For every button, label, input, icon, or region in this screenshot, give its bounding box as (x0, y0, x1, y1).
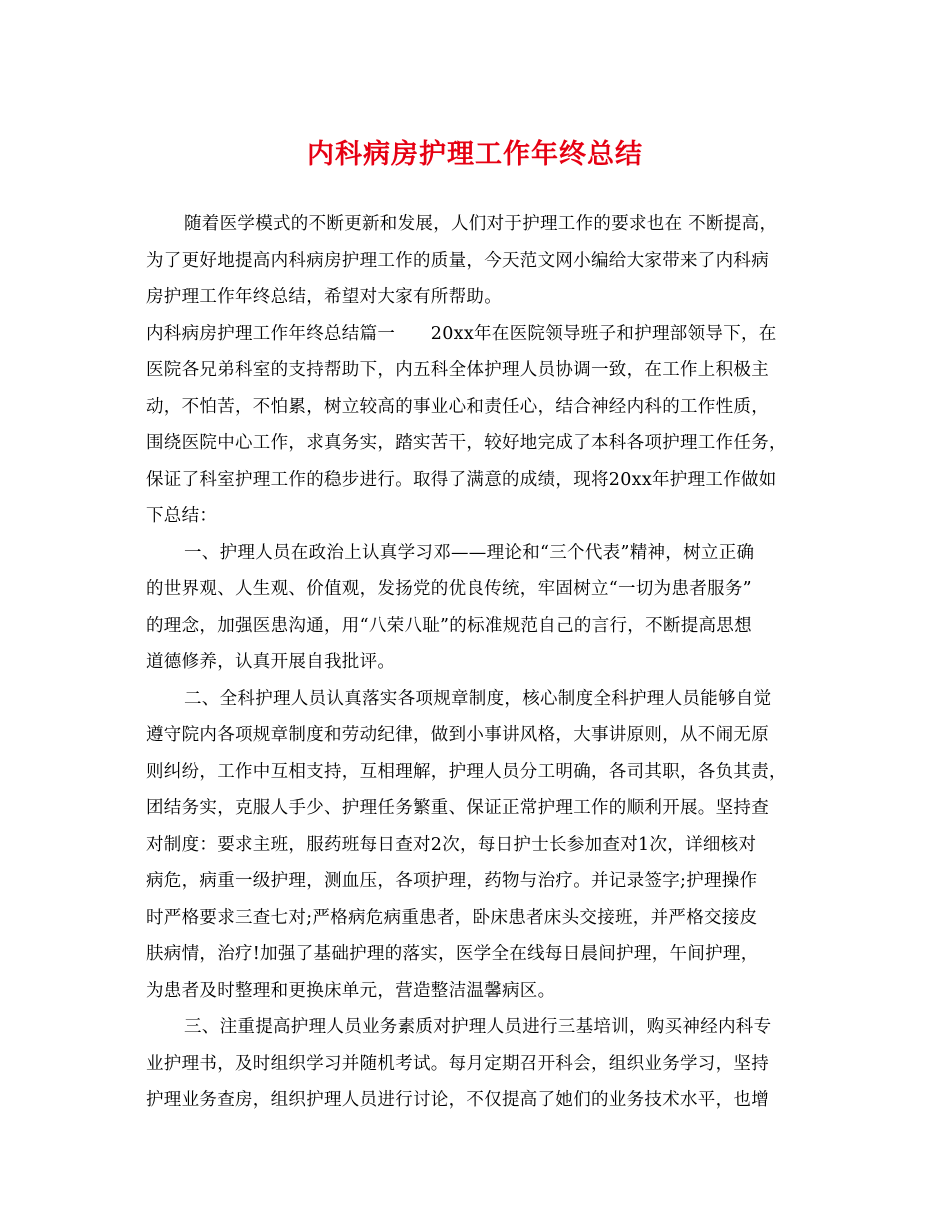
text-line: 二、全科护理人员认真落实各项规章制度，核心制度全科护理人员能够自觉 (184, 688, 772, 709)
text-line: 动，不怕苦，不怕累，树立较高的事业心和责任心，结合神经内科的工作性质， (146, 396, 769, 417)
text-line: 为了更好地提高内科病房护理工作的质量，今天范文网小编给大家带来了内科病 (146, 250, 769, 271)
text-line: 围绕医院中心工作，求真务实，踏实苦干，较好地完成了本科各项护理工作任务， (146, 433, 787, 453)
text-line: 医院各兄弟科室的支持帮助下，内五科全体护理人员协调一致，在工作上积极主 (146, 360, 769, 380)
text-line: 的世界观、人生观、价值观，发扬党的优良传统，牢固树立“一切为患者服务” (146, 579, 752, 599)
text-line: 遵守院内各项规章制度和劳动纪律，做到小事讲风格，大事讲原则，从不闹无原 (146, 725, 769, 745)
document-title: 内科病房护理工作年终总结 (307, 139, 643, 170)
text-line: 则纠纷，工作中互相支持，互相理解，护理人员分工明确，各司其职，各负其责， (146, 761, 787, 782)
text-line: 的理念，加强医患沟通，用“八荣八耻”的标准规范自己的言行，不断提高思想 (146, 615, 752, 636)
text-line: 内科病房护理工作年终总结篇一 20xx年在医院领导班子和护理部领导下，在 (146, 323, 777, 344)
text-line: 道德修养，认真开展自我批评。 (146, 652, 396, 672)
text-line: 三、注重提高护理人员业务素质对护理人员进行三基培训，购买神经内科专 (184, 1017, 772, 1037)
text-line: 护理业务查房，组织护理人员进行讨论，不仅提高了她们的业务技术水平，也增 (146, 1090, 769, 1110)
text-line: 保证了科室护理工作的稳步进行。取得了满意的成绩，现将20xx年护理工作做如 (146, 469, 777, 490)
text-line: 病危，病重一级护理，测血压，各项护理，药物与治疗。并记录签字;护理操作 (146, 871, 758, 891)
document-body (146, 206, 806, 1119)
text-line: 肤病情，治疗!加强了基础护理的落实，医学全在线每日晨间护理，午间护理， (146, 944, 759, 964)
text-line: 房护理工作年终总结，希望对大家有所帮助。 (146, 287, 502, 307)
text-line: 下总结： (146, 506, 218, 526)
text-line: 团结务实，克服人手少、护理任务繁重、保证正常护理工作的顺利开展。坚持查 (146, 798, 769, 818)
text-line: 一、护理人员在政治上认真学习邓——理论和“三个代表”精神，树立正确 (184, 542, 755, 563)
text-line: 为患者及时整理和更换床单元，营造整洁温馨病区。 (146, 980, 556, 1001)
text-line: 随着医学模式的不断更新和发展，人们对于护理工作的要求也在 不断提高， (184, 214, 778, 234)
text-line: 对制度：要求主班，服药班每日查对2次，每日护士长参加查对1次，详细核对 (146, 834, 757, 855)
text-line: 业护理书，及时组织学习并随机考试。每月定期召开科会，组织业务学习，坚持 (146, 1053, 769, 1074)
text-line: 时严格要求三查七对;严格病危病重患者，卧床患者床头交接班，并严格交接皮 (146, 907, 758, 928)
